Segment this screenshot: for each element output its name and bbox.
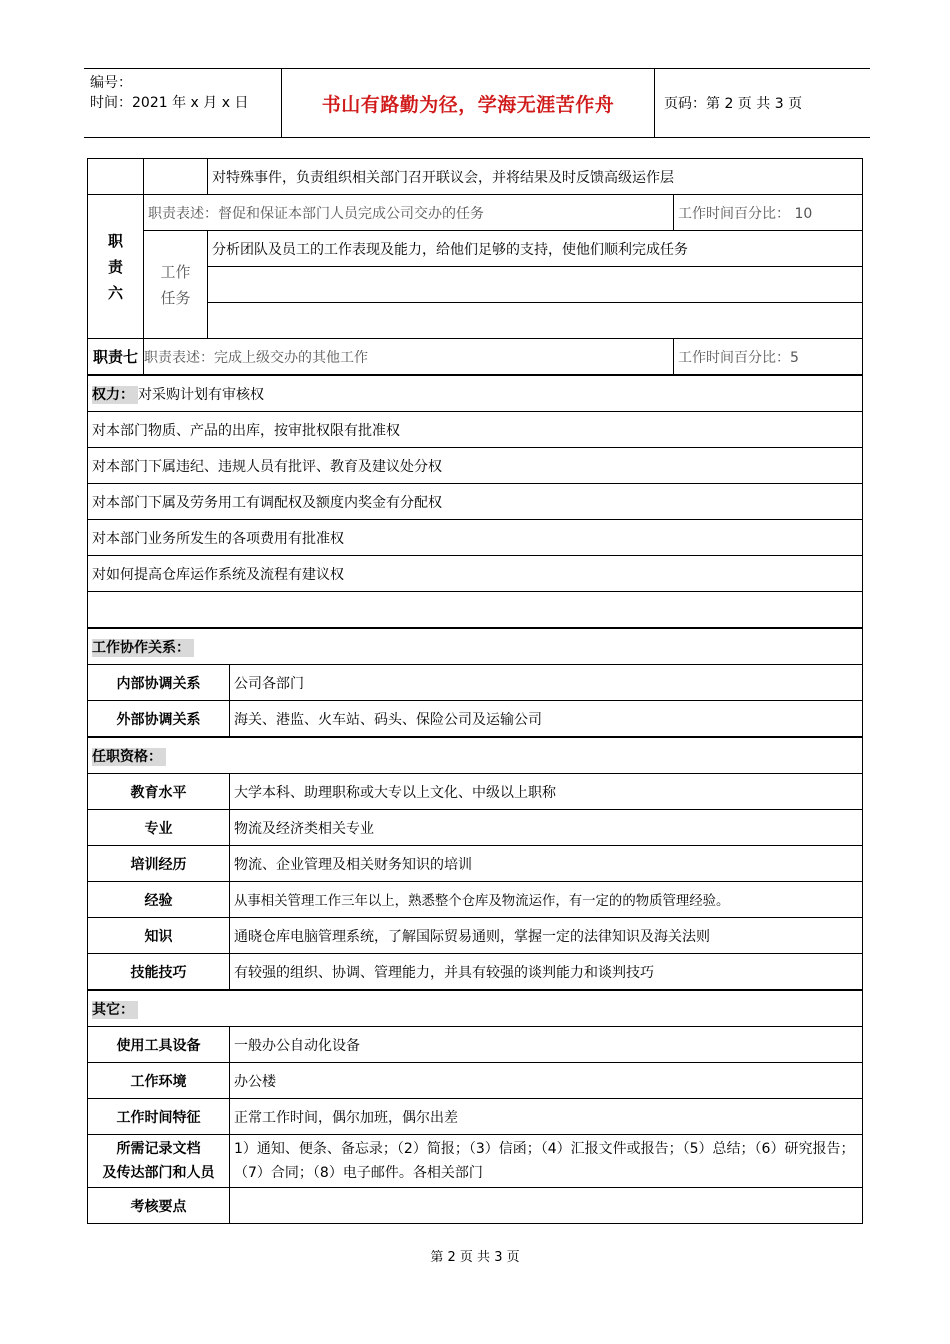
duty7-row bbox=[88, 339, 863, 376]
qualification-row bbox=[88, 774, 863, 810]
cooperation-label: 工作协作关系： bbox=[92, 639, 194, 657]
qualification-key: 培训经历 bbox=[88, 846, 230, 882]
duty7-title: 职责七 bbox=[88, 339, 144, 376]
authority-item: 对如何提高仓库运作系统及流程有建议权 bbox=[88, 556, 863, 592]
authority-row bbox=[88, 592, 863, 629]
other-value: 正常工作时间，偶尔加班，偶尔出差 bbox=[230, 1099, 863, 1135]
other-key: 工作环境 bbox=[88, 1063, 230, 1099]
cooperation-header bbox=[88, 628, 863, 665]
authority-row bbox=[88, 556, 863, 592]
authority-header-row bbox=[88, 375, 863, 412]
authority-row bbox=[88, 412, 863, 448]
page-footer: 第 2 页 共 3 页 bbox=[430, 1250, 520, 1265]
authority-item: 对本部门下属违纪、违规人员有批评、教育及建议处分权 bbox=[88, 448, 863, 484]
authority-item: 对本部门物质、产品的出库，按审批权限有批准权 bbox=[88, 412, 863, 448]
other-docs-key-line2: 及传达部门和人员 bbox=[102, 1165, 215, 1181]
qualification-value: 有较强的组织、协调、管理能力，并具有较强的谈判能力和谈判技巧 bbox=[230, 954, 863, 991]
qualification-key: 经验 bbox=[88, 882, 230, 918]
assessment-row bbox=[88, 1188, 863, 1224]
qualification-key: 知识 bbox=[88, 918, 230, 954]
qualification-value: 大学本科、助理职称或大专以上文化、中级以上职称 bbox=[230, 774, 863, 810]
qualification-value: 通晓仓库电脑管理系统，了解国际贸易通则，掌握一定的法律知识及海关法则 bbox=[230, 918, 863, 954]
duty6-task-label: 工作任务 bbox=[144, 231, 208, 339]
other-row bbox=[88, 1063, 863, 1099]
cooperation-header-row bbox=[88, 628, 863, 665]
other-docs-key bbox=[88, 1135, 230, 1188]
qualification-header-row bbox=[88, 737, 863, 774]
authority-label: 权力： bbox=[92, 386, 138, 404]
qualification-row bbox=[88, 918, 863, 954]
duty6-task-1: 分析团队及员工的工作表现及能力，给他们足够的支持，使他们顺利完成任务 bbox=[208, 231, 863, 267]
other-docs-key-line1: 所需记录文档 bbox=[116, 1141, 201, 1157]
duty6-time-pct: 工作时间百分比： 10 bbox=[674, 195, 863, 231]
doc-number-label: 编号： bbox=[90, 75, 132, 91]
assessment-value bbox=[230, 1188, 863, 1224]
authority-first: 对采购计划有审核权 bbox=[138, 386, 264, 403]
other-key: 使用工具设备 bbox=[88, 1027, 230, 1063]
qualification-value: 物流、企业管理及相关财务知识的培训 bbox=[230, 846, 863, 882]
qualification-row bbox=[88, 954, 863, 991]
cooperation-row bbox=[88, 665, 863, 701]
authority-item: 对本部门业务所发生的各项费用有批准权 bbox=[88, 520, 863, 556]
qualification-row bbox=[88, 882, 863, 918]
other-row bbox=[88, 1027, 863, 1063]
header-page-label: 页码：第 2 页 共 3 页 bbox=[664, 96, 803, 112]
other-docs-row bbox=[88, 1135, 863, 1188]
other-value: 一般办公自动化设备 bbox=[230, 1027, 863, 1063]
assessment-key: 考核要点 bbox=[88, 1188, 230, 1224]
other-row bbox=[88, 1099, 863, 1135]
qualification-value: 物流及经济类相关专业 bbox=[230, 810, 863, 846]
duty7-description: 职责表述：完成上级交办的其他工作 bbox=[144, 339, 674, 376]
duty-prev-row bbox=[88, 159, 863, 195]
duty6-title: 职责六 bbox=[88, 195, 144, 339]
other-value: 办公楼 bbox=[230, 1063, 863, 1099]
cooperation-value: 海关、港监、火车站、码头、保险公司及运输公司 bbox=[230, 701, 863, 738]
qualification-value: 从事相关管理工作三年以上，熟悉整个仓库及物流运作，有一定的的物质管理经验。 bbox=[230, 882, 863, 918]
qualification-key: 教育水平 bbox=[88, 774, 230, 810]
duty6-desc-row bbox=[88, 195, 863, 231]
duty7-time-pct: 工作时间百分比：5 bbox=[674, 339, 863, 376]
doc-time-label: 时间：2021 年 x 月 x 日 bbox=[90, 95, 249, 111]
other-docs-value: 1）通知、便条、备忘录；（2）简报；（3）信函；（4）汇报文件或报告；（5）总结；（6）研究报告；（7）合同；（8）电子邮件。各相关部门 bbox=[230, 1135, 863, 1188]
header-motto: 书山有路勤为径，学海无涯苦作舟 bbox=[282, 69, 655, 137]
authority-item: 对本部门下属及劳务用工有调配权及额度内奖金有分配权 bbox=[88, 484, 863, 520]
other-label: 其它： bbox=[92, 1001, 138, 1019]
qualification-row bbox=[88, 810, 863, 846]
job-description-table bbox=[87, 158, 863, 1224]
other-header-row bbox=[88, 990, 863, 1027]
authority-row bbox=[88, 520, 863, 556]
duty-prev-task: 对特殊事件，负责组织相关部门召开联议会，并将结果及时反馈高级运作层 bbox=[208, 159, 863, 195]
other-key: 工作时间特征 bbox=[88, 1099, 230, 1135]
cooperation-key: 外部协调关系 bbox=[88, 701, 230, 738]
authority-row bbox=[88, 448, 863, 484]
header-meta bbox=[84, 69, 282, 137]
qualification-row bbox=[88, 846, 863, 882]
qualification-key: 专业 bbox=[88, 810, 230, 846]
duty6-description: 职责表述：督促和保证本部门人员完成公司交办的任务 bbox=[144, 195, 674, 231]
authority-row bbox=[88, 484, 863, 520]
page-header bbox=[84, 68, 870, 138]
duty6-task-row-1 bbox=[88, 231, 863, 267]
duty6-task-2 bbox=[208, 267, 863, 303]
cooperation-row bbox=[88, 701, 863, 738]
authority-header bbox=[88, 375, 863, 412]
qualification-header bbox=[88, 737, 863, 774]
cooperation-key: 内部协调关系 bbox=[88, 665, 230, 701]
cooperation-value: 公司各部门 bbox=[230, 665, 863, 701]
qualification-label: 任职资格： bbox=[92, 748, 166, 766]
qualification-key: 技能技巧 bbox=[88, 954, 230, 991]
authority-item bbox=[88, 592, 863, 629]
duty6-task-3 bbox=[208, 303, 863, 339]
other-header bbox=[88, 990, 863, 1027]
